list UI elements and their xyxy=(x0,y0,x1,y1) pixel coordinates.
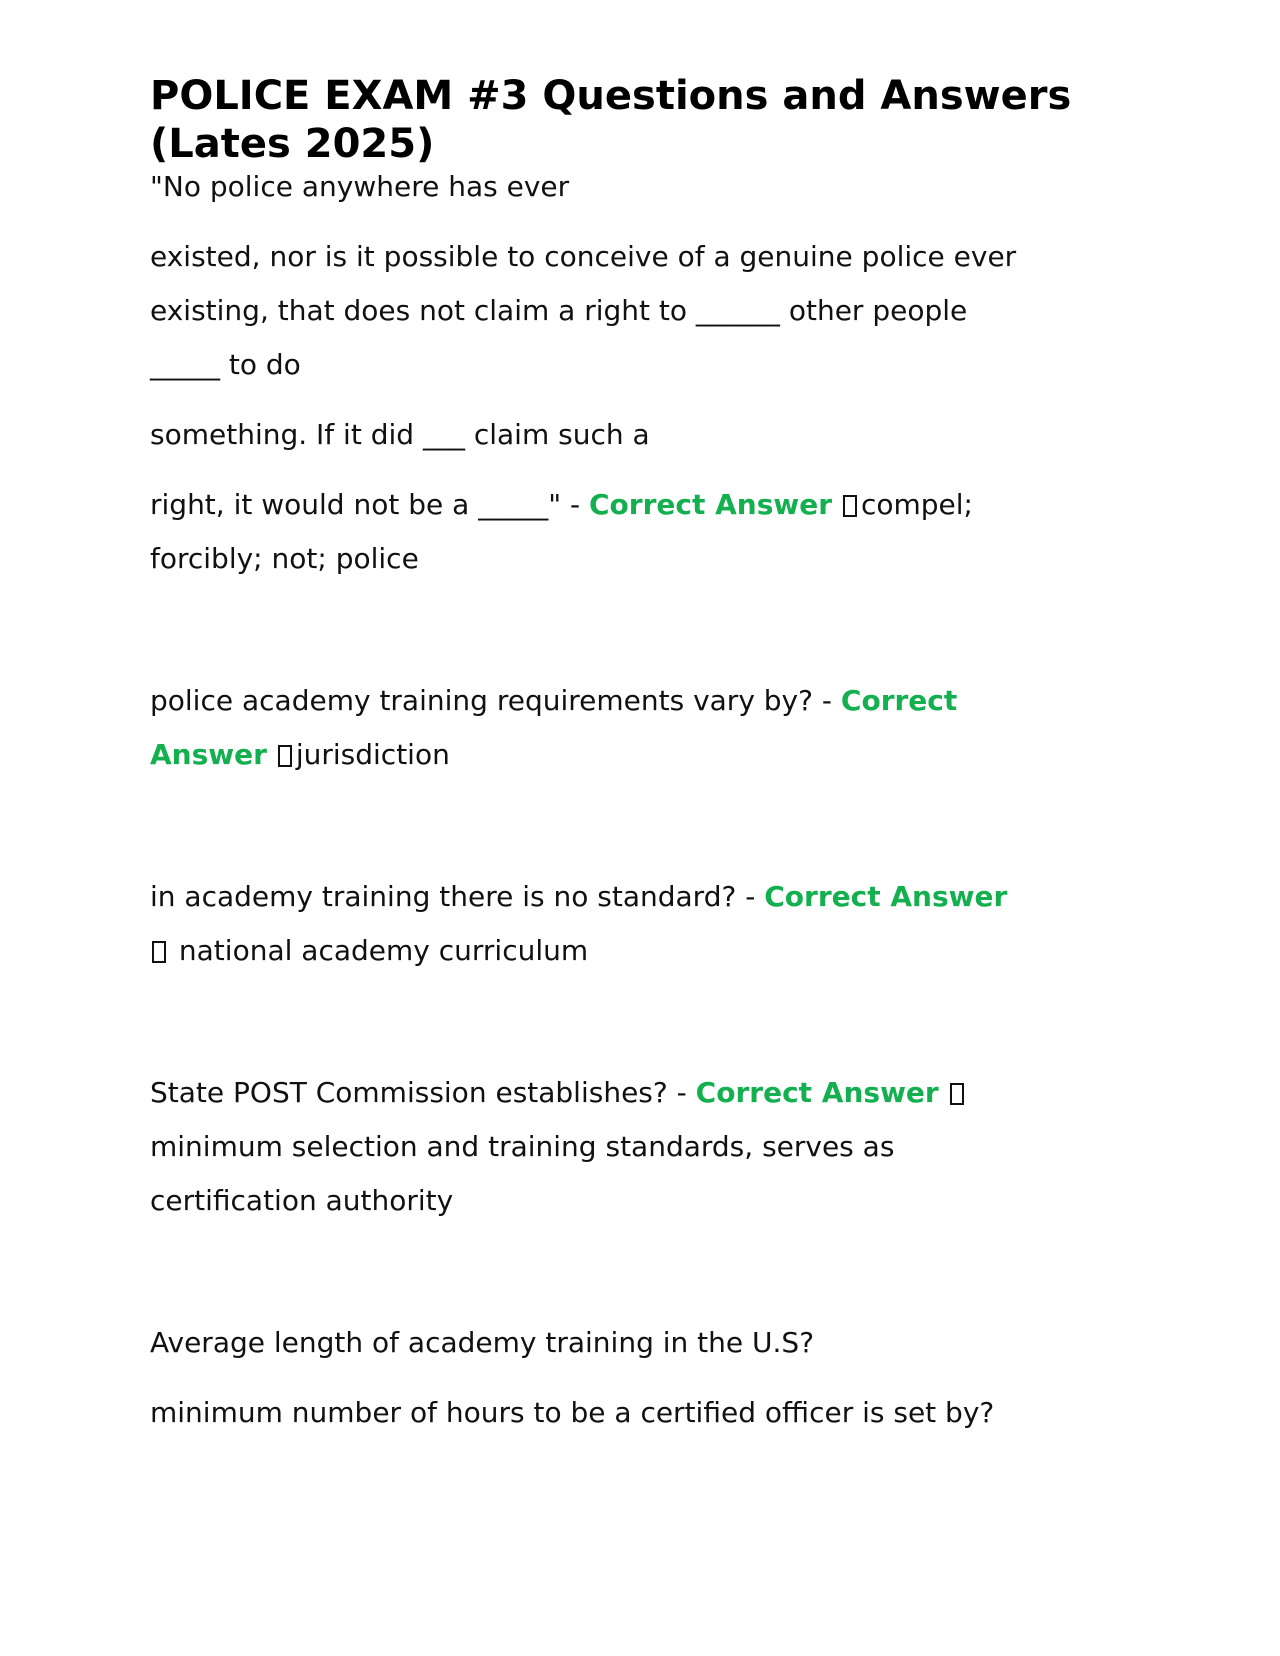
question-block-3 xyxy=(150,870,1140,978)
question-1-line-4: _____ to do xyxy=(150,348,301,381)
question-4-text: State POST Commission establishes? - xyxy=(150,1076,696,1109)
missing-glyph-box-icon xyxy=(843,495,857,517)
title-line-2: (Lates 2025) xyxy=(150,121,435,167)
question-6-line-1: minimum number of hours to be a certified officer is set by? xyxy=(150,1396,995,1429)
question-2-line-2 xyxy=(150,728,1140,782)
correct-answer-label: Correct Answer xyxy=(695,1076,939,1109)
correct-answer-label-part-1: Correct xyxy=(840,684,958,717)
question-block-5 xyxy=(150,1316,1140,1440)
document-page xyxy=(150,72,1140,1440)
question-3-answer: national academy curriculum xyxy=(178,934,589,967)
question-4-answer-line-1: minimum selection and training standards, serves as xyxy=(150,1130,895,1163)
missing-glyph-box-icon xyxy=(278,745,292,767)
question-2-text: police academy training requirements vary by? - xyxy=(150,684,841,717)
question-2-line-1 xyxy=(150,674,1140,728)
question-block-1 xyxy=(150,160,1140,586)
question-1-line-2: existed, nor is it possible to conceive of a genuine police ever xyxy=(150,240,1017,273)
question-block-2 xyxy=(150,674,1140,782)
question-1-answer-end: forcibly; not; police xyxy=(150,542,419,575)
title-line-1: POLICE EXAM #3 Questions and Answers xyxy=(150,73,1072,119)
correct-answer-label: Correct Answer xyxy=(588,488,833,521)
correct-answer-label: Correct Answer xyxy=(764,880,1008,913)
question-4-line-1 xyxy=(150,1066,1140,1120)
question-1-line-5: something. If it did ___ claim such a xyxy=(150,418,650,451)
question-3-line-2 xyxy=(150,924,1140,978)
question-5-line-1: Average length of academy training in the U.S? xyxy=(150,1326,815,1359)
question-3-text: in academy training there is no standard? - xyxy=(150,880,765,913)
question-3-line-1 xyxy=(150,870,1140,924)
question-4-answer-line-2: certification authority xyxy=(150,1184,454,1217)
question-1-line-1: "No police anywhere has ever xyxy=(150,170,570,203)
question-1-answer-start: compel; xyxy=(860,488,973,521)
correct-answer-label-part-2: Answer xyxy=(150,738,267,771)
missing-glyph-box-icon xyxy=(950,1083,964,1105)
question-1-line-3: existing, that does not claim a right to ______ other people xyxy=(150,294,968,327)
document-title xyxy=(150,72,1140,168)
question-2-answer: jurisdiction xyxy=(295,738,450,771)
question-1-line-6-prefix: right, it would not be a _____" - xyxy=(150,488,589,521)
missing-glyph-box-icon xyxy=(152,941,166,963)
question-1-line-6 xyxy=(150,478,1140,532)
question-block-4 xyxy=(150,1066,1140,1228)
